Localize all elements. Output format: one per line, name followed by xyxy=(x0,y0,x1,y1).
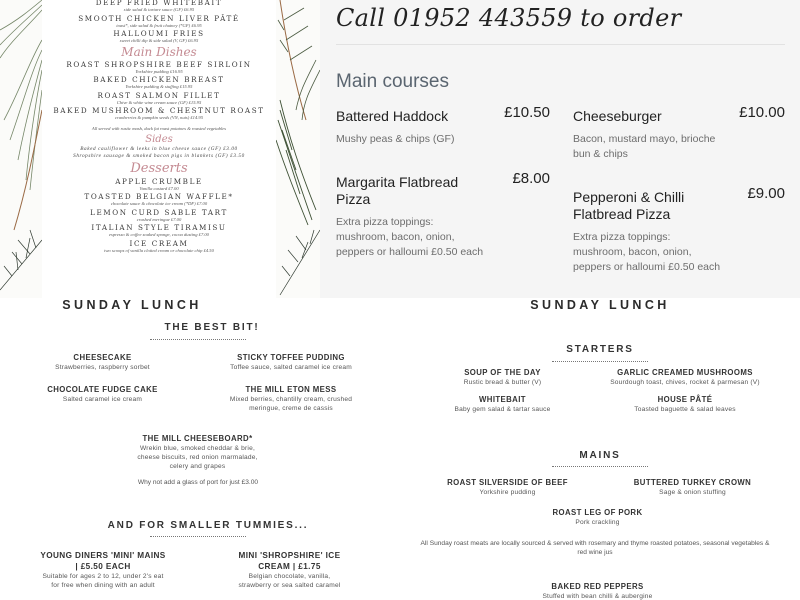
printed-dessert-name: ITALIAN STYLE TIRAMISU xyxy=(91,223,227,233)
dessert-item xyxy=(20,385,185,404)
dish-desc: Extra pizza toppings: mushroom, bacon, onion, peppers or halloumi £0.50 each xyxy=(336,216,484,258)
smaller-tummies-heading: AND FOR SMALLER TUMMIES... xyxy=(107,520,309,531)
roast-item xyxy=(530,508,665,527)
roast-item xyxy=(440,478,575,497)
kids-item-desc: Suitable for ages 2 to 12, under 2's eat for free when dining with an adult xyxy=(42,573,164,589)
printed-side-item: Baked cauliflower & leeks in blue cheese sauce (GF) £3.00 xyxy=(80,145,238,152)
dish-desc: Mushy peas & chips (GF) xyxy=(336,133,455,145)
dish-item xyxy=(336,170,550,260)
port-note: Why not add a glass of port for just £3.00 xyxy=(137,479,259,486)
printed-dessert-name: LEMON CURD SABLE TART xyxy=(90,207,228,217)
starter-item xyxy=(605,395,765,414)
dish-price: £10.00 xyxy=(739,104,785,121)
roast-desc: Pork crackling xyxy=(575,519,620,526)
roast-desc: Yorkshire pudding xyxy=(479,489,536,496)
call-to-order-heading: Call 01952 443559 to order xyxy=(336,4,682,32)
starter-desc: Sourdough toast, chives, rocket & parmesan (V) xyxy=(610,379,760,386)
dessert-name: STICKY TOFFEE PUDDING xyxy=(237,353,345,362)
web-menu-panel xyxy=(320,0,800,298)
dish-name: Pepperoni & Chilli Flatbread Pizza xyxy=(573,189,685,222)
sunday-lunch-mains-panel xyxy=(400,298,800,600)
printed-starter-desc: sweet chilli dip & side salad (V, GF) £6.95 xyxy=(119,38,199,43)
main-courses-title: Main courses xyxy=(336,71,449,92)
printed-mains-note: All served with rustic mash, duck fat roast potatoes & roasted vegetables xyxy=(91,125,227,131)
sunday-lunch-title: SUNDAY LUNCH xyxy=(530,298,670,312)
dessert-desc: Toffee sauce, salted caramel ice cream xyxy=(230,364,352,371)
printed-dessert-desc: Vanilla custard £7.00 xyxy=(139,185,179,191)
dessert-desc: Wrekin blue, smoked cheddar & brie, cheese biscuits, red onion marmalade, celery and grapes xyxy=(137,445,258,470)
printed-dessert-desc: espresso & coffee soaked sponge, cocoa dusting £7.00 xyxy=(109,232,209,238)
dessert-desc: Salted caramel ice cream xyxy=(62,396,143,403)
veg-name: BAKED RED PEPPERS xyxy=(551,582,644,591)
printed-main-desc: cranberries & pumpkin seeds (VN, nuts) £14.95 xyxy=(114,115,204,120)
printed-starter-name: HALLOUMI FRIES xyxy=(113,29,205,38)
sunday-lunch-desserts-panel xyxy=(0,298,400,600)
roast-note: All Sunday roast meats are locally sourced & served with rosemary and thyme roasted potatoes, seasonal vegetables & red wine jus xyxy=(420,540,770,556)
printed-dessert-name: APPLE CRUMBLE xyxy=(115,176,203,186)
dessert-name: THE MILL ETON MESS xyxy=(245,385,337,394)
dish-desc: Bacon, mustard mayo, brioche bun & chips xyxy=(573,133,716,160)
mains-heading: MAINS xyxy=(579,450,621,461)
dish-name: Margarita Flatbread Pizza xyxy=(336,174,459,207)
kids-item-name: MINI 'SHROPSHIRE' ICE CREAM | £1.75 xyxy=(238,551,341,571)
starter-item xyxy=(605,368,765,387)
pine-foliage-right-icon xyxy=(276,0,320,298)
dessert-name: CHEESECAKE xyxy=(73,353,132,362)
printed-main-desc: Yorkshire pudding £16.95 xyxy=(135,68,183,74)
starter-item xyxy=(440,395,565,414)
starters-heading: STARTERS xyxy=(566,344,634,355)
best-bit-heading: THE BEST BIT! xyxy=(164,322,260,333)
printed-starter-name: SMOOTH CHICKEN LIVER PÂTÉ xyxy=(78,13,240,23)
roast-name: BUTTERED TURKEY CROWN xyxy=(633,478,752,487)
roast-desc: Sage & onion stuffing xyxy=(659,489,726,496)
printed-starter-desc: toast*, side salad & fruit chutney (*GF) £6.95 xyxy=(116,22,202,28)
dessert-name: CHOCOLATE FUDGE CAKE xyxy=(47,385,158,394)
dish-item xyxy=(573,104,785,162)
roast-name: ROAST LEG OF PORK xyxy=(552,508,643,517)
printed-dessert-desc: crushed meringue £7.00 xyxy=(136,216,182,222)
veg-item xyxy=(530,582,665,600)
dessert-item xyxy=(225,385,357,413)
printed-main-name: BAKED MUSHROOM & CHESTNUT ROAST xyxy=(53,106,265,115)
starter-item xyxy=(440,368,565,387)
printed-menu-image xyxy=(0,0,320,298)
printed-main-name: BAKED CHICKEN BREAST xyxy=(93,75,225,84)
starter-name: SOUP OF THE DAY xyxy=(464,368,541,377)
dish-name: Cheeseburger xyxy=(573,108,662,124)
dessert-desc: Strawberries, raspberry sorbet xyxy=(55,364,150,371)
dish-price: £9.00 xyxy=(747,185,785,202)
kids-item xyxy=(38,550,168,590)
printed-main-dishes-heading: Main Dishes xyxy=(121,44,197,59)
dish-item xyxy=(336,104,550,147)
printed-dessert-desc: chocolate sauce & chocolate ice cream (*DF) £7.00 xyxy=(110,201,208,207)
dessert-desc: Mixed berries, chantilly cream, crushed meringue, creme de cassis xyxy=(229,396,353,412)
divider xyxy=(336,44,785,45)
dotted-divider xyxy=(552,466,648,467)
printed-main-name: ROAST SHROPSHIRE BEEF SIRLOIN xyxy=(66,59,252,69)
dessert-item xyxy=(210,353,372,372)
printed-main-name: ROAST SALMON FILLET xyxy=(97,90,221,100)
dotted-divider xyxy=(552,361,648,362)
starter-desc: Toasted baguette & salad leaves xyxy=(634,406,736,413)
dish-item xyxy=(573,185,785,275)
printed-dessert-name: ICE CREAM xyxy=(129,238,189,248)
dish-desc: Extra pizza toppings: mushroom, bacon, onion, peppers or halloumi £0.50 each xyxy=(573,231,721,273)
dotted-divider xyxy=(150,339,246,340)
starter-desc: Baby gem salad & tartar sauce xyxy=(454,406,551,413)
printed-sides-heading: Sides xyxy=(145,133,173,145)
printed-starter-desc: side salad & tartare sauce (GF) £6.95 xyxy=(123,7,195,12)
dish-price: £8.00 xyxy=(512,170,550,187)
dish-name: Battered Haddock xyxy=(336,108,449,124)
sunday-lunch-title: SUNDAY LUNCH xyxy=(62,298,202,312)
printed-desserts-heading: Desserts xyxy=(130,160,188,176)
veg-desc: Stuffed with bean chilli & aubergine xyxy=(542,593,653,600)
roast-item xyxy=(625,478,760,497)
printed-dessert-name: TOASTED BELGIAN WAFFLE* xyxy=(84,192,234,202)
printed-main-desc: Yorkshire pudding & stuffing £15.95 xyxy=(125,84,193,89)
kids-item-desc: Belgian chocolate, vanilla, strawberry or sea salted caramel xyxy=(238,573,341,589)
printed-menu-content xyxy=(42,0,276,298)
starter-name: HOUSE PÂTÉ xyxy=(657,395,713,404)
dish-price: £10.50 xyxy=(504,104,550,121)
kids-item xyxy=(232,550,347,590)
pine-foliage-left-icon xyxy=(0,0,48,298)
starter-name: GARLIC CREAMED MUSHROOMS xyxy=(617,368,753,377)
printed-side-item: Shropshire sausage & smoked bacon pigs in blankets (GF) £3.50 xyxy=(73,152,245,159)
kids-item-name: YOUNG DINERS 'MINI' MAINS | £5.50 EACH xyxy=(40,551,166,571)
dotted-divider xyxy=(150,536,246,537)
dessert-name: THE MILL CHEESEBOARD* xyxy=(142,434,253,443)
starter-desc: Rustic bread & butter (V) xyxy=(463,379,542,386)
printed-starter-name: DEEP FRIED WHITEBAIT xyxy=(95,0,223,7)
roast-name: ROAST SILVERSIDE OF BEEF xyxy=(447,478,568,487)
printed-main-desc: Chive & white wine cream sauce (GF) £15.95 xyxy=(116,99,202,105)
printed-dessert-desc: two scoops of vanilla clotted cream or chocolate chip £4.50 xyxy=(104,247,214,253)
dessert-item xyxy=(20,353,185,372)
starter-name: WHITEBAIT xyxy=(479,395,526,404)
cheeseboard-item xyxy=(130,434,265,471)
